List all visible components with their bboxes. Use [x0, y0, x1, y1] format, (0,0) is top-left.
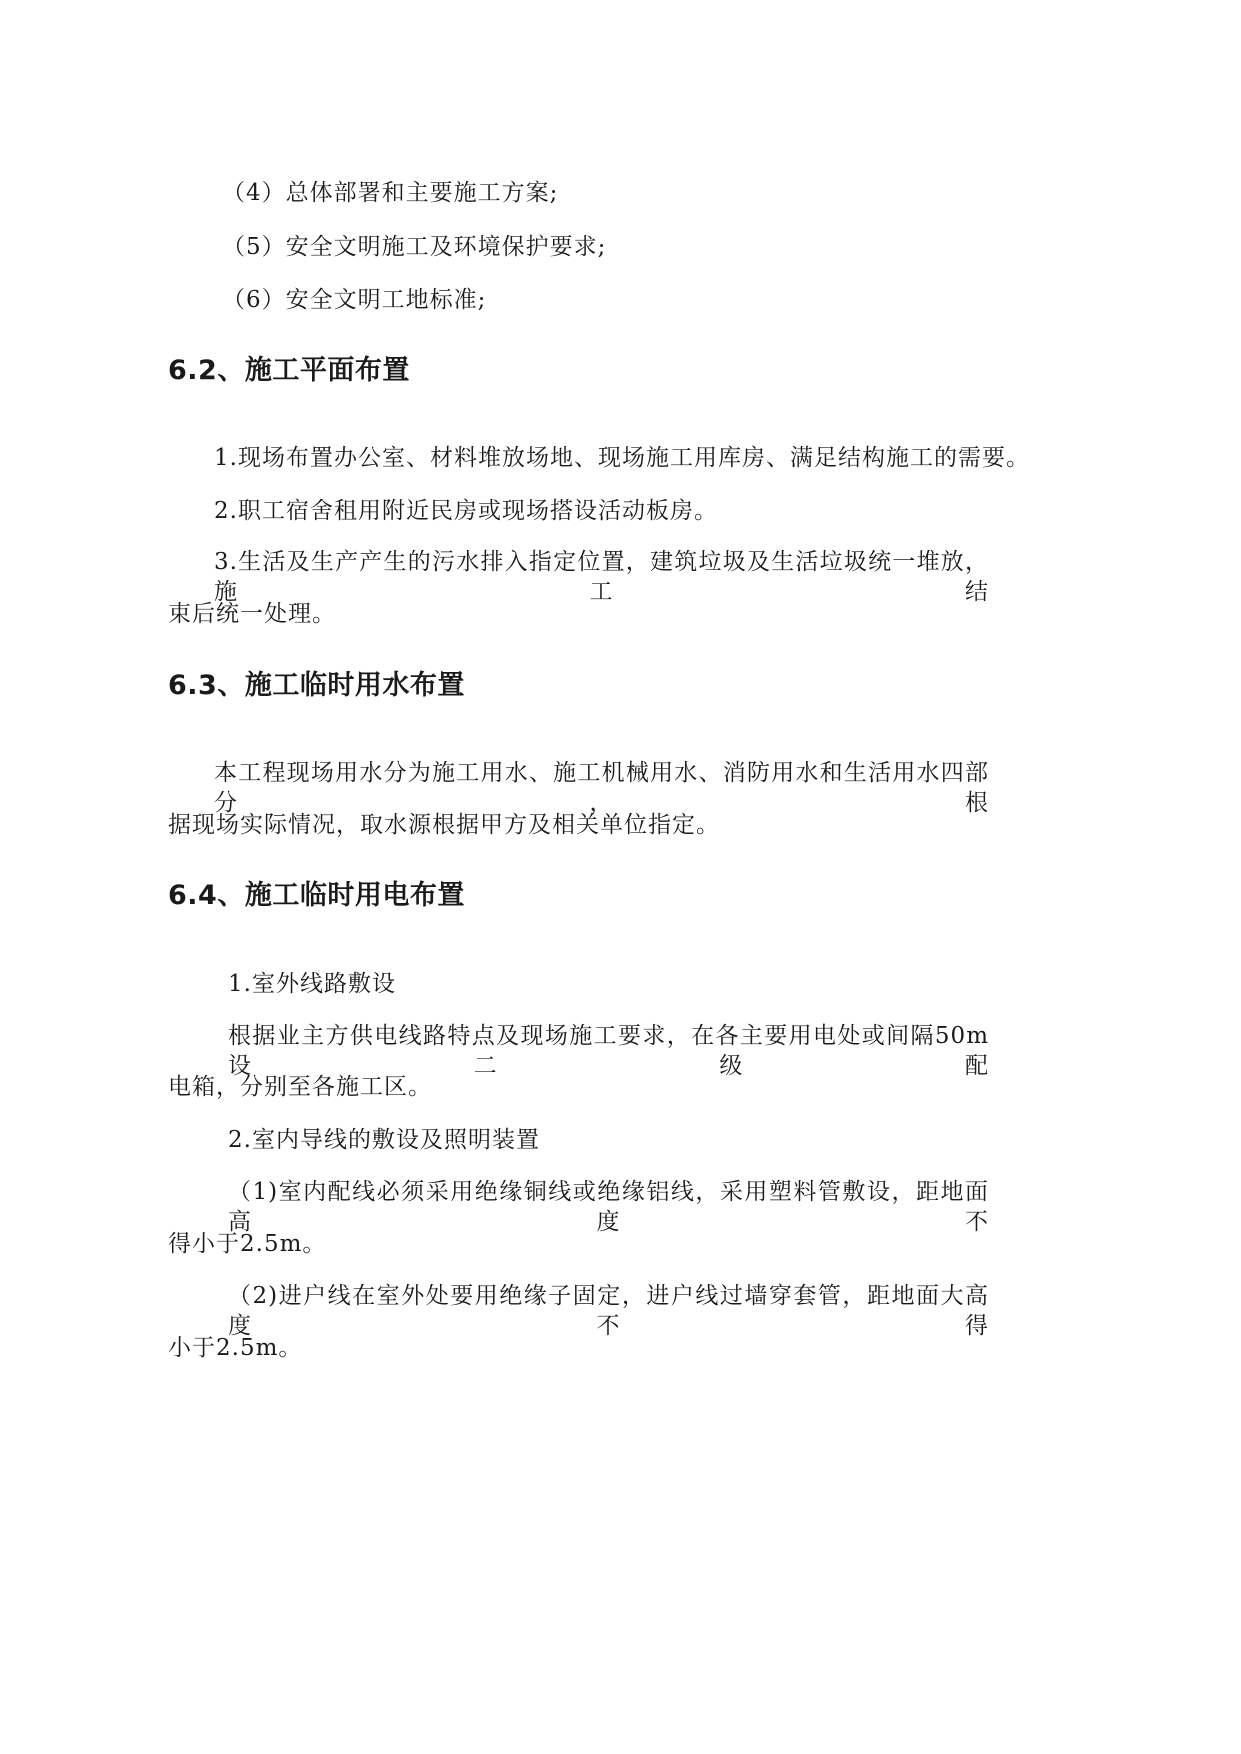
section-6-4-sub1-line-1: 根据业主方供电线路特点及现场施工要求，在各主要用电处或间隔50m设二级配 — [228, 1023, 989, 1079]
section-6-4-point-2-line-2: 小于2.5m。 — [168, 1335, 303, 1361]
intro-item-5: （5）安全文明施工及环境保护要求; — [222, 234, 607, 260]
section-6-4-point-1-line-2: 得小于2.5m。 — [168, 1231, 327, 1257]
intro-item-4: （4）总体部署和主要施工方案; — [222, 180, 559, 206]
section-6-4-point-2-line-1: （2)进户线在室外处要用绝缘子固定，进户线过墙穿套管，距地面大高度不得 — [228, 1283, 989, 1339]
section-6-2-item-1: 1.现场布置办公室、材料堆放场地、现场施工用库房、满足结构施工的需要。 — [214, 445, 1030, 471]
section-6-4-point-1-line-1: （1)室内配线必须采用绝缘铜线或绝缘铝线，采用塑料管敷设，距地面高度不 — [228, 1179, 989, 1235]
section-6-2-item-3-line-1: 3.生活及生产产生的污水排入指定位置，建筑垃圾及生活垃圾统一堆放，施工结 — [214, 549, 989, 605]
section-6-2-item-3-line-2: 束后统一处理。 — [168, 601, 336, 627]
section-6-2-item-2: 2.职工宿舍租用附近民房或现场搭设活动板房。 — [214, 498, 718, 524]
section-6-3-heading: 6.3、施工临时用水布置 — [168, 670, 465, 701]
section-6-4-subtitle-2: 2.室内导线的敷设及照明装置 — [228, 1127, 540, 1153]
intro-item-6: （6）安全文明工地标准; — [222, 287, 487, 313]
section-6-3-paragraph-line-2: 据现场实际情况，取水源根据甲方及相关单位指定。 — [168, 812, 720, 838]
section-6-4-sub1-line-2: 电箱，分别至各施工区。 — [168, 1074, 432, 1100]
section-6-4-subtitle-1: 1.室外线路敷设 — [228, 971, 396, 997]
section-6-2-heading: 6.2、施工平面布置 — [168, 355, 410, 386]
section-6-3-paragraph-line-1: 本工程现场用水分为施工用水、施工机械用水、消防用水和生活用水四部分，根 — [214, 760, 989, 816]
section-6-4-heading: 6.4、施工临时用电布置 — [168, 880, 465, 911]
